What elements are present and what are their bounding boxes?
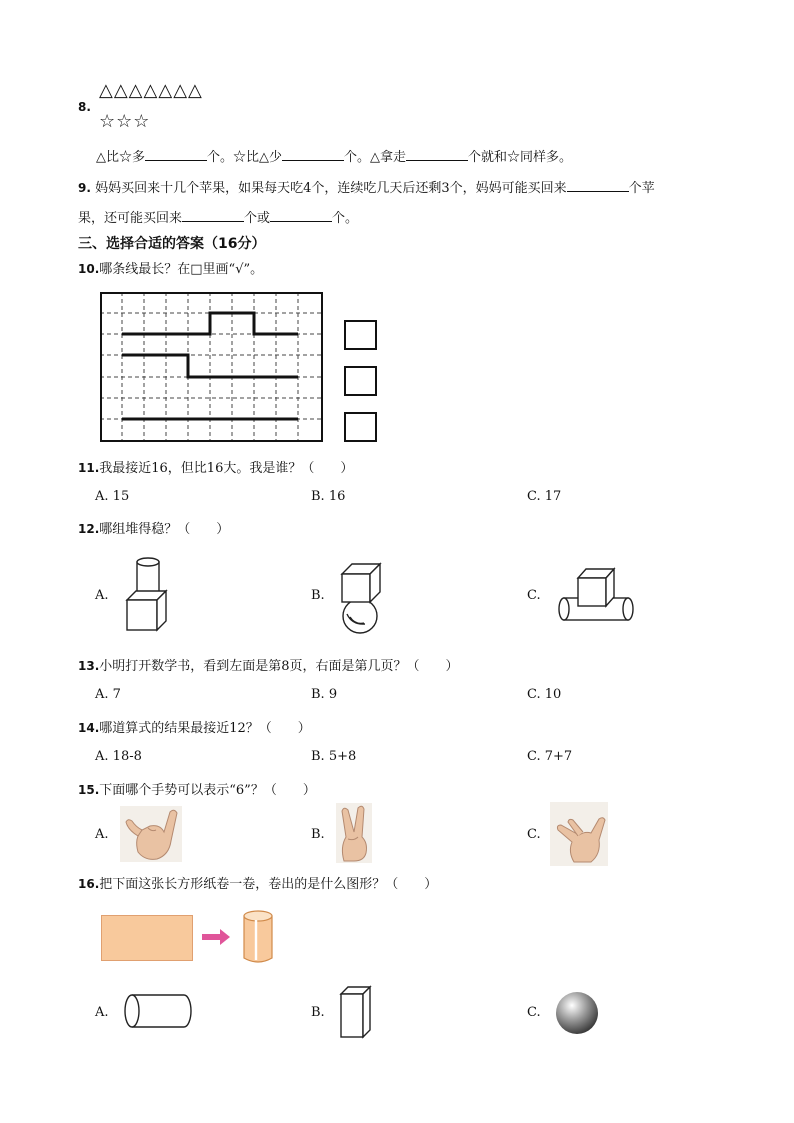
q13-option-c[interactable]: C. 10 xyxy=(527,687,562,702)
cylinder-on-cube-icon xyxy=(124,554,170,634)
section-3-title: 三、选择合适的答案（16分） xyxy=(78,236,266,252)
q14-option-a[interactable]: A. 18-8 xyxy=(95,749,142,764)
q16-text: 16.把下面这张长方形纸卷一卷，卷出的是什么图形？（ ） xyxy=(78,877,438,892)
q8-question: △比☆多 个。☆比△少 个。△拿走 个就和☆同样多。 xyxy=(96,146,572,165)
q12-option-b[interactable]: B. xyxy=(311,588,325,603)
q11-option-a[interactable]: A. 15 xyxy=(95,489,130,504)
q16-option-a[interactable]: A. xyxy=(95,1005,109,1020)
q14-option-b[interactable]: B. 5+8 xyxy=(311,749,357,764)
answer-box-1[interactable] xyxy=(344,320,377,350)
q15-option-b[interactable]: B. xyxy=(311,827,325,842)
q11-option-b[interactable]: B. 16 xyxy=(311,489,346,504)
answer-box-3[interactable] xyxy=(344,412,377,442)
arrow-right-icon xyxy=(200,928,232,946)
q9-blank-3[interactable] xyxy=(270,207,332,222)
q14-text: 14.哪道算式的结果最接近12？（ ） xyxy=(78,721,311,736)
line-grid-figure xyxy=(100,292,323,442)
q13-option-a[interactable]: A. 7 xyxy=(95,687,121,702)
q10-text: 10.哪条线最长？在□里画“√”。 xyxy=(78,262,264,277)
q16-option-c[interactable]: C. xyxy=(527,1005,541,1020)
q12-option-a[interactable]: A. xyxy=(95,588,109,603)
q9-blank-1[interactable] xyxy=(567,177,629,192)
triangles-row: △△△△△△△ xyxy=(99,80,203,101)
q9-blank-2[interactable] xyxy=(182,207,244,222)
q11-option-c[interactable]: C. 17 xyxy=(527,489,562,504)
q8-blank-3[interactable] xyxy=(406,146,468,161)
cylinder-icon xyxy=(124,992,194,1030)
q8-blank-1[interactable] xyxy=(145,146,207,161)
q14-option-c[interactable]: C. 7+7 xyxy=(527,749,573,764)
rolled-paper-icon xyxy=(240,908,276,966)
sphere-icon xyxy=(554,990,600,1036)
hand-seven-gesture-icon xyxy=(550,802,608,866)
q9-line2: 果，还可能买回来 个或 个。 xyxy=(78,207,358,226)
q15-option-c[interactable]: C. xyxy=(527,827,541,842)
q11-text: 11.我最接近16，但比16大。我是谁？（ ） xyxy=(78,461,354,476)
q15-option-a[interactable]: A. xyxy=(95,827,109,842)
cuboid-icon xyxy=(338,984,374,1040)
q13-text: 13.小明打开数学书，看到左面是第8页，右面是第几页？（ ） xyxy=(78,659,459,674)
q8-blank-2[interactable] xyxy=(282,146,344,161)
stars-row: ☆☆☆ xyxy=(99,111,151,132)
hand-six-gesture-icon xyxy=(120,806,182,862)
rectangle-paper xyxy=(101,915,193,961)
answer-box-2[interactable] xyxy=(344,366,377,396)
cube-on-cylinder-icon xyxy=(554,566,634,624)
hand-two-gesture-icon xyxy=(336,803,372,863)
cube-on-sphere-icon xyxy=(338,562,384,636)
q9-line1: 9. 妈妈买回来十几个苹果，如果每天吃4个，连续吃几天后还剩3个，妈妈可能买回来 个苹 xyxy=(78,177,655,196)
q13-option-b[interactable]: B. 9 xyxy=(311,687,338,702)
q16-option-b[interactable]: B. xyxy=(311,1005,325,1020)
q12-text: 12.哪组堆得稳？（ ） xyxy=(78,522,230,537)
q15-text: 15.下面哪个手势可以表示“6”？（ ） xyxy=(78,783,316,798)
q12-option-c[interactable]: C. xyxy=(527,588,541,603)
line-1 xyxy=(122,313,298,334)
q8-number: 8. xyxy=(78,100,91,114)
